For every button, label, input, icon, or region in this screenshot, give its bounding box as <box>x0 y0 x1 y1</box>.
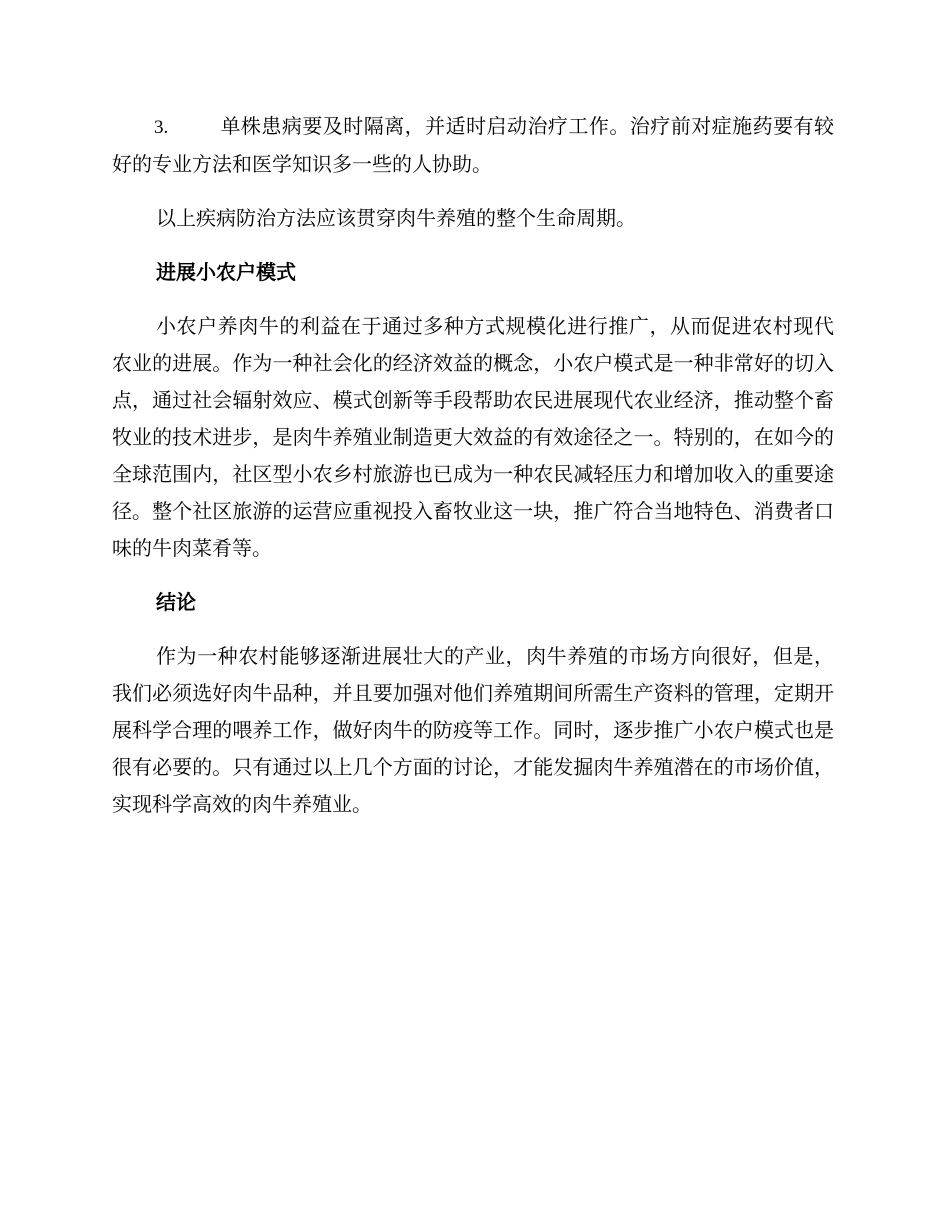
paragraph-text: 单株患病要及时隔离，并适时启动治疗工作。治疗前对症施药要有较好的专业方法和医学知识多一些的人协助。 <box>112 114 834 176</box>
summary-paragraph: 以上疾病防治方法应该贯穿肉牛养殖的整个生命周期。 <box>156 206 636 230</box>
numbered-paragraph-3 <box>112 108 834 183</box>
section-heading-conclusion: 结论 <box>156 590 196 614</box>
conclusion-paragraph: 作为一种农村能够逐渐进展壮大的产业，肉牛养殖的市场方向很好，但是，我们必须选好肉牛品种，并且要加强对他们养殖期间所需生产资料的管理，定期开展科学合理的喂养工作，做好肉牛的防疫等工作。同时，逐步推广小农户模式也是很有必要的。只有通过以上几个方面的讨论，才能发掘肉牛养殖潜在的市场价值，实现科学高效的肉牛养殖业。 <box>112 644 834 816</box>
list-number: 3. <box>154 117 169 138</box>
document-page <box>112 108 834 840</box>
small-farmer-model-paragraph: 小农户养肉牛的利益在于通过多种方式规模化进行推广，从而促进农村现代农业的进展。作为一种社会化的经济效益的概念，小农户模式是一种非常好的切入点，通过社会辐射效应、模式创新等手段帮助农民进展现代农业经济，推动整个畜牧业的技术进步，是肉牛养殖业制造更大效益的有效途径之一。特别的，在如今的全球范围内，社区型小农乡村旅游也已成为一种农民减轻压力和增加收入的重要途径。整个社区旅游的运营应重视投入畜牧业这一块，推广符合当地特色、消费者口味的牛肉菜肴等。 <box>112 314 834 560</box>
section-heading-small-farmer-model: 进展小农户模式 <box>156 260 296 284</box>
